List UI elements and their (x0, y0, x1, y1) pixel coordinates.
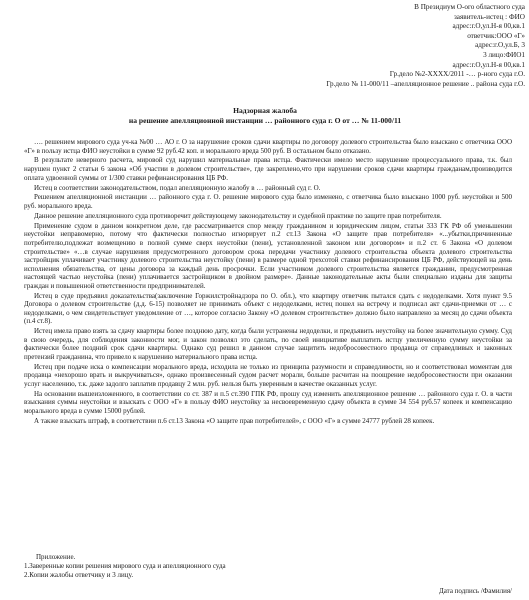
appendix-item: 1.Заверенные копии решения мирового суда и апелляционного суда (24, 562, 226, 570)
document-title (20, 106, 510, 125)
title-line-1: Надзорная жалоба (233, 106, 297, 115)
body-paragraph: Применение судом в данном конкретном деле, где рассматривается спор между гражданином и юридическим лицом, статьи 333 ГК РФ об уменьшении неустойки неправомерно, потому что фактически полностью игнорирует п.2 ст.13 Закона «О защите прав потребителя» «...убытки,причиненные потребителю,подлежат возмещению в полной сумме сверх неустойки (пени), установленной законом или договором» и п.2 ст. 6 Закона «О долевом строительстве» «…в случае нарушения предусмотренного договором срока передачи участнику долевого строительства объекта долевого строительства застройщик уплачивает участнику долевого строительства неустойку (пени) в размере одной трехсотой ставки рефинансирования ЦБ РФ, действующей на день исполнения обязательства, от цены договора за каждый день просрочки. Если участником долевого строительства является гражданин, предусмотренная настоящей частью неустойка (пени) уплачивается застройщиком в двойном размере». Данные законодательные акты были специально изданы для защиты граждан и повышенной ответственности предпринимателей. (24, 221, 512, 290)
addressee-header (300, 3, 525, 89)
body-paragraph: А также взыскать штраф, в соответствии п.6 ст.13 Закона «О защите прав потребителей», с ООО «Г» в сумме 24777 рублей 28 копеек. (34, 416, 435, 425)
body-paragraph: …. решением мирового суда уч-ка №00 … АО г. О за нарушение сроков сдачи квартиры по договору долевого строительства было взыскано с ответчика ООО «Г» в пользу истца ФИО неустойки в сумме 92 руб.42 коп. и морального вреда 500 руб. В остальном было отказано. (24, 138, 512, 155)
body-paragraph: Истец имела право взять за сдачу квартиры более позднюю дату, когда были устранены недоделки, и предъявить неустойку на более значительную сумму. Суд в свою очередь, для соблюдения законности мог, и закон позволял это сделать, по своей инициативе выплатить истцу увеличенную сумму неустойки за фактически более поздний срок сдачи квартиры. Однако суд решил в данном случае защитить недобросовестного продавца от справедливых и законных претензий гражданина, что привело к нарушению материального права истца. (24, 327, 512, 361)
complaint-body (24, 138, 512, 427)
body-paragraph: В результате неверного расчета, мировой суд нарушил материальные права истца. Фактически имело место нарушение процессуального права, т.к. был нарушен пункт 2 статьи 6 закона «Об участии в долевом строительстве», где закреплено,что при нарушении сроков сдачи квартиры гражданам,производится оплата удвоенной суммы от 1/300 ставки рефинансирования ЦБ РФ. (24, 156, 512, 182)
body-paragraph: Решением апелляционной инстанции … районного суда г. О. решение мирового суда было изменено, с ответчика было взыскано 1000 руб. неустойки и 500 руб. морального вреда. (24, 193, 512, 210)
signature-line: Дата подпись /Фамилия/ (438, 587, 512, 595)
header-line: заявитель-истец : ФИО (453, 12, 525, 21)
body-paragraph: Данное решение апелляционного суда противоречит действующему законодательству и судебной практике по защите прав потребителя. (34, 211, 442, 220)
header-line: адрес:г.О,ул.Н-я 00,кв.1 (452, 60, 525, 69)
header-line: Гр.дело №2-ХХХХ/2011 -… р-ного суда г.О. (389, 70, 525, 79)
header-line: 3 лицо:ФИО1 (483, 50, 525, 59)
header-line: Гр.дело № 11-000/11 –апелляционное решение .. района суда г.О. (326, 79, 525, 88)
title-line-2: на решение апелляционной инстанции … районного суда г. О от … № 11-000/11 (128, 115, 402, 125)
body-paragraph: Истец при подаче иска о компенсации морального вреда, исходила не только из принципа разумности и справедливости, но и соответствовал моментам для продавца «нехорошо врать и выкручиваться», однако произвесенный судом расчет морали, больше расчитан на поощрение недобросовестности при оказании услуг населению, т.к. даже задолго заплатив продавцу 2 млн. руб. нельзя быть уверенным в качестве оказанных услуг. (24, 362, 512, 388)
appendix-item: 2.Копии жалобы ответчику и 3 лицу. (24, 571, 134, 579)
header-line: ответчик:ООО «Г» (467, 31, 525, 40)
header-line: адрес:г.О,ул.Б, 3 (475, 41, 525, 50)
header-line: В Президиум О-ого областного суда (414, 3, 525, 11)
body-paragraph: На основании вышеизложенного, в соответствии со ст. 387 и п.5 ст.390 ГПК РФ, прошу суд изменить апелляционное решение … районного суда г. О. в части взыскания суммы неустойки и взыскать с ООО «Г» в пользу ФИО неустойку за несвоевременную сдачу объекта в сумме 34 554 руб.57 копеек и компенсацию морального вреда в сумме 15000 рублей. (24, 389, 512, 415)
body-paragraph: Истец в соответствии законодательством, подал апелляционную жалобу в … районный суд г. О. (34, 183, 321, 192)
appendix-block (24, 553, 512, 580)
appendix-heading: Приложение. (36, 553, 76, 561)
body-paragraph: Истец в суде предъявил доказательства(заключение Горжилстройнадзора по О. обл.), что квартиру ответчик пытался сдать с недоделками. Хотя пункт 9.5 Договора о долевом строительстве (д.д. 6-15) позволяет не принимать объект с недоделками, истец пошел на встречу и подписал акт сдачи-приемки от … с недоделками, о чем свидетельствует уведомление от …, которое согласно Закону «О долевом строительстве» должно было направлено за месяц до сдачи объекта (п.4 ст.8). (24, 291, 512, 326)
header-line: адрес:г.О,ул.Н-я 00,кв.1 (452, 22, 525, 31)
